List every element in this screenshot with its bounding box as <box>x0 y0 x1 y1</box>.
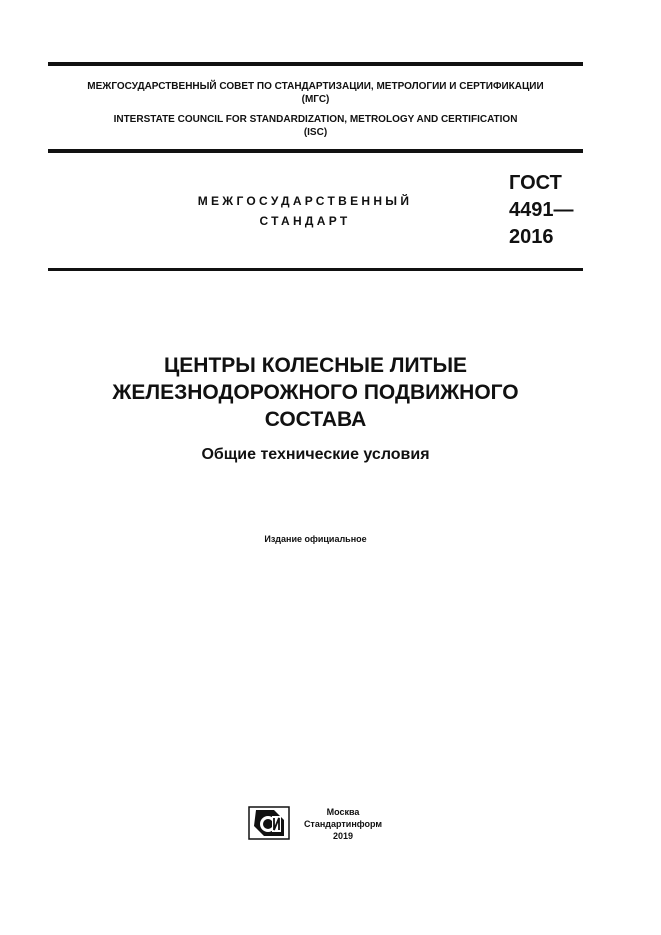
council-ru-abbr: (МГС) <box>301 94 330 105</box>
document-title-line-1: ЦЕНТРЫ КОЛЕСНЫЕ ЛИТЫЕ <box>163 354 468 377</box>
imprint-city: Москва <box>326 807 360 817</box>
document-subtitle: Общие технические условия <box>201 446 430 463</box>
standard-label: СТАНДАРТ <box>259 214 351 228</box>
interstate-label: МЕЖГОСУДАРСТВЕННЫЙ <box>197 194 413 208</box>
imprint-publisher: Стандартинформ <box>303 819 383 829</box>
document-title-line-3: СОСТАВА <box>264 408 367 431</box>
council-en-abbr: (ISC) <box>303 127 328 138</box>
middle-rule <box>48 149 583 153</box>
document-title-line-2: ЖЕЛЕЗНОДОРОЖНОГО ПОДВИЖНОГО <box>112 381 519 404</box>
gost-number: 4491— <box>509 199 574 221</box>
standartinform-logo-icon <box>248 806 290 840</box>
council-ru-text: МЕЖГОСУДАРСТВЕННЫЙ СОВЕТ ПО СТАНДАРТИЗАЦИИ, МЕТРОЛОГИИ И СЕРТИФИКАЦИИ <box>87 81 544 92</box>
top-rule <box>48 62 583 66</box>
edition-note: Издание официальное <box>264 534 367 544</box>
gost-prefix: ГОСТ <box>509 172 562 194</box>
council-en-text: INTERSTATE COUNCIL FOR STANDARDIZATION, METROLOGY AND CERTIFICATION <box>113 114 518 125</box>
council-name-en <box>48 113 583 139</box>
council-name-ru <box>48 80 583 106</box>
imprint-year: 2019 <box>332 831 354 841</box>
gost-year: 2016 <box>509 226 554 248</box>
bottom-rule <box>48 268 583 271</box>
